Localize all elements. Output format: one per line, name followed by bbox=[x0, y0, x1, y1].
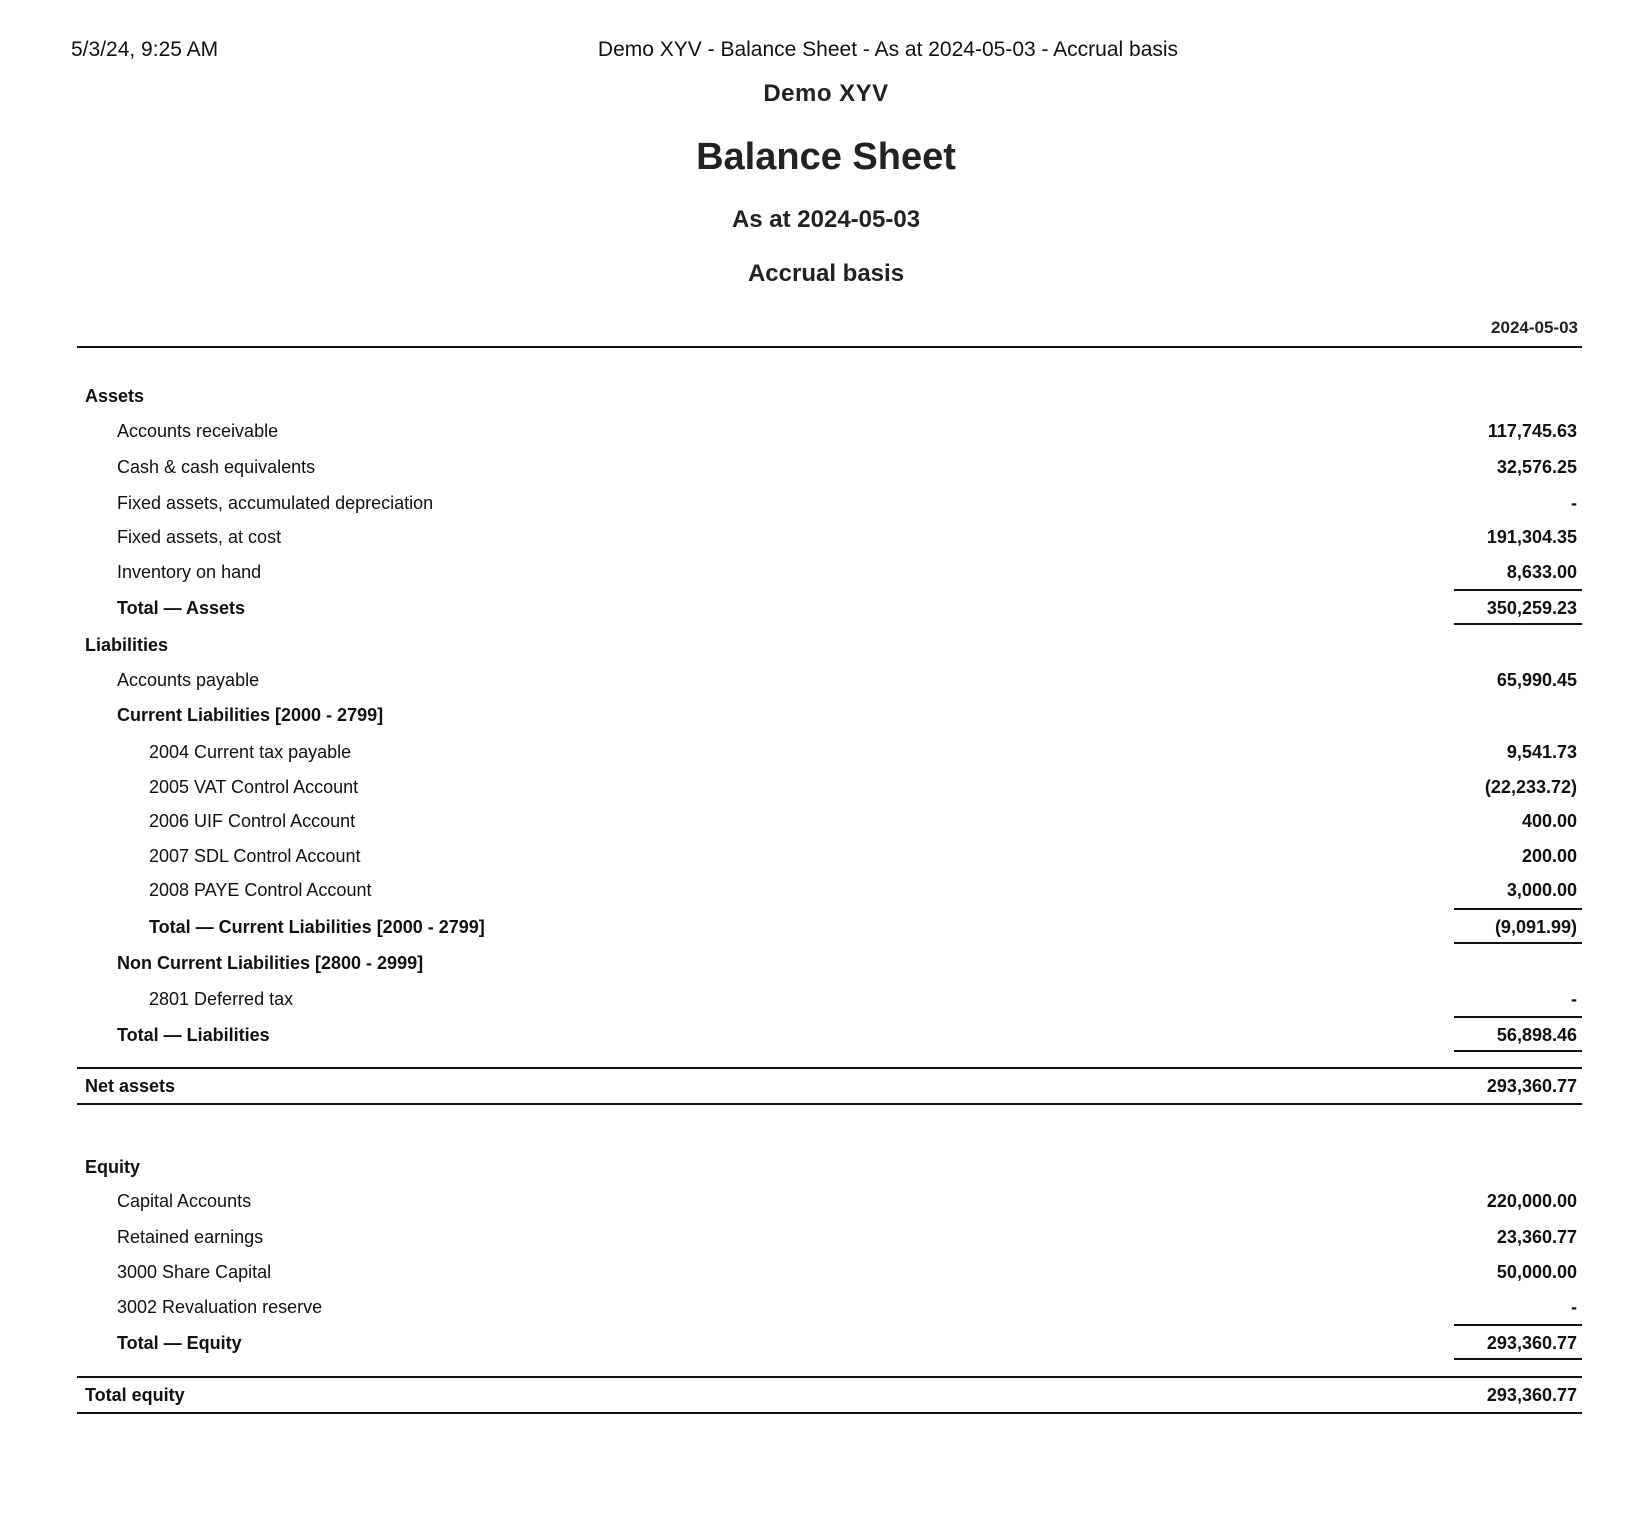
row-label: 3000 Share Capital bbox=[117, 1262, 272, 1282]
row-amount: 293,360.77 bbox=[1486, 1385, 1577, 1405]
row-label: 2007 SDL Control Account bbox=[149, 846, 361, 866]
row-label: Accounts receivable bbox=[117, 421, 279, 441]
row-amount: 293,360.77 bbox=[1486, 1333, 1577, 1353]
row-label: 2006 UIF Control Account bbox=[149, 811, 356, 831]
row-label: Equity bbox=[85, 1157, 141, 1177]
column-header-date: 2024-05-03 bbox=[1491, 318, 1578, 337]
row-amount: 350,259.23 bbox=[1486, 598, 1577, 618]
row-amount: 400.00 bbox=[1521, 811, 1577, 831]
row-amount: 8,633.00 bbox=[1506, 562, 1577, 582]
summary-rule-top bbox=[77, 1067, 1582, 1069]
table-row bbox=[77, 1222, 1582, 1252]
table-row bbox=[77, 488, 1582, 518]
row-amount: (22,233.72) bbox=[1484, 777, 1577, 797]
report-basis: Accrual basis bbox=[747, 260, 905, 287]
row-label: 3002 Revaluation reserve bbox=[117, 1297, 323, 1317]
row-label: Net assets bbox=[85, 1076, 176, 1096]
row-amount: - bbox=[1571, 493, 1577, 513]
row-label: 2005 VAT Control Account bbox=[149, 777, 359, 797]
summary-row-net-assets bbox=[77, 1067, 1582, 1105]
row-amount: 3,000.00 bbox=[1506, 880, 1577, 900]
total-row-total-assets bbox=[77, 593, 1582, 623]
table-row bbox=[77, 416, 1582, 446]
report-date: As at 2024-05-03 bbox=[731, 206, 921, 233]
table-row bbox=[77, 1257, 1582, 1287]
row-amount: 220,000.00 bbox=[1486, 1191, 1577, 1211]
row-label: Liabilities bbox=[85, 635, 169, 655]
table-row bbox=[77, 984, 1582, 1014]
table-row bbox=[77, 452, 1582, 482]
row-label: 2004 Current tax payable bbox=[149, 742, 352, 762]
row-label: 2008 PAYE Control Account bbox=[149, 880, 372, 900]
row-label: Total — Equity bbox=[117, 1333, 242, 1353]
table-row bbox=[77, 665, 1582, 695]
table-row bbox=[77, 557, 1582, 587]
row-label: Retained earnings bbox=[117, 1227, 264, 1247]
row-amount: 200.00 bbox=[1521, 846, 1577, 866]
row-amount: 50,000.00 bbox=[1496, 1262, 1577, 1282]
row-label: Fixed assets, at cost bbox=[117, 527, 282, 547]
total-row-total-liabilities bbox=[77, 1020, 1582, 1050]
row-amount: - bbox=[1571, 1297, 1577, 1317]
group-row-current-liabilities-2000-2799 bbox=[77, 700, 1582, 730]
row-label: Total — Current Liabilities [2000 - 2799] bbox=[149, 917, 485, 937]
report-title: Balance Sheet bbox=[696, 136, 956, 178]
row-label: Total — Assets bbox=[117, 598, 246, 618]
section-row-assets bbox=[77, 381, 1582, 411]
row-label: Current Liabilities [2000 - 2799] bbox=[117, 705, 384, 725]
table-row bbox=[77, 1186, 1582, 1216]
table-row bbox=[77, 806, 1582, 836]
group-row-non-current-liabilities-2800-2999 bbox=[77, 948, 1582, 978]
row-amount: 56,898.46 bbox=[1496, 1025, 1577, 1045]
row-amount: 23,360.77 bbox=[1496, 1227, 1577, 1247]
print-header bbox=[0, 38, 1652, 66]
row-label: Cash & cash equivalents bbox=[117, 457, 316, 477]
total-row-total-equity bbox=[77, 1328, 1582, 1358]
summary-rule-bottom bbox=[77, 1412, 1582, 1414]
row-amount: 191,304.35 bbox=[1486, 527, 1577, 547]
print-datetime: 5/3/24, 9:25 AM bbox=[71, 38, 219, 61]
row-amount: 9,541.73 bbox=[1506, 742, 1577, 762]
row-label: Assets bbox=[85, 386, 145, 406]
print-title: Demo XYV - Balance Sheet - As at 2024-05-03 - Accrual basis bbox=[597, 38, 1179, 61]
row-amount: - bbox=[1571, 989, 1577, 1009]
row-amount: 32,576.25 bbox=[1496, 457, 1577, 477]
row-label: Capital Accounts bbox=[117, 1191, 252, 1211]
row-label: Fixed assets, accumulated depreciation bbox=[117, 493, 434, 513]
company-name: Demo XYV bbox=[763, 80, 889, 107]
row-amount: 65,990.45 bbox=[1496, 670, 1577, 690]
total-row-total-current-liabilities-2000-2799 bbox=[77, 912, 1582, 942]
table-row bbox=[77, 737, 1582, 767]
row-label: 2801 Deferred tax bbox=[149, 989, 294, 1009]
row-label: Total — Liabilities bbox=[117, 1025, 270, 1045]
summary-row-total-equity bbox=[77, 1376, 1582, 1414]
table-row bbox=[77, 522, 1582, 552]
table-row bbox=[77, 772, 1582, 802]
row-label: Inventory on hand bbox=[117, 562, 262, 582]
row-amount: (9,091.99) bbox=[1494, 917, 1577, 937]
row-amount: 293,360.77 bbox=[1486, 1076, 1577, 1096]
section-row-liabilities bbox=[77, 630, 1582, 660]
summary-rule-bottom bbox=[77, 1103, 1582, 1105]
row-amount: 117,745.63 bbox=[1487, 421, 1577, 441]
row-label: Non Current Liabilities [2800 - 2999] bbox=[117, 953, 424, 973]
table-row bbox=[77, 1292, 1582, 1322]
summary-rule-top bbox=[77, 1376, 1582, 1378]
table-row bbox=[77, 841, 1582, 871]
row-label: Accounts payable bbox=[117, 670, 260, 690]
table-row bbox=[77, 875, 1582, 905]
header-divider bbox=[77, 346, 1582, 348]
row-label: Total equity bbox=[85, 1385, 185, 1405]
section-row-equity bbox=[77, 1152, 1582, 1182]
